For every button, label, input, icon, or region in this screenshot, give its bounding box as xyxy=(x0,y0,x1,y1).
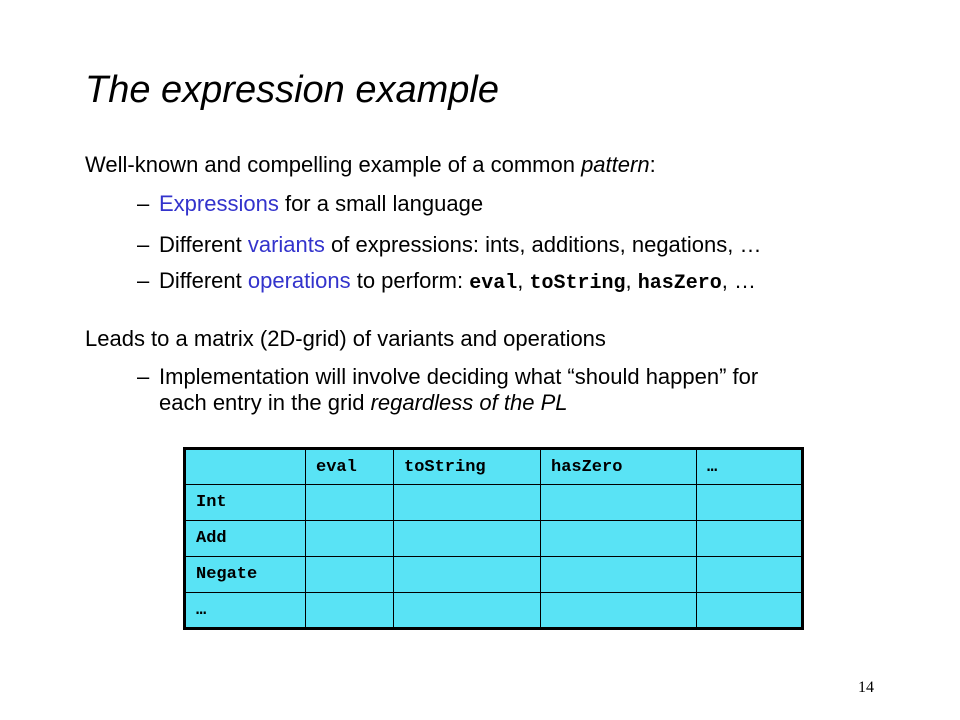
separator: , xyxy=(517,268,530,293)
bullet-dash: – xyxy=(137,268,150,293)
bullet-text: Different xyxy=(159,232,248,257)
highlight-expressions: Expressions xyxy=(159,191,279,216)
table-header-cell: eval xyxy=(306,449,394,485)
bullet-text: Different xyxy=(159,268,248,293)
table-cell: Negate xyxy=(185,557,306,593)
table-cell xyxy=(394,521,541,557)
highlight-operations: operations xyxy=(247,268,351,293)
table-cell xyxy=(394,557,541,593)
code-eval: eval xyxy=(469,272,518,295)
bullet-text: each entry in the grid xyxy=(159,390,371,416)
bullet-text: , … xyxy=(721,268,756,293)
bullet-line-2 xyxy=(159,390,758,416)
bullet-text: for a small language xyxy=(278,191,484,216)
intro-line xyxy=(85,152,656,178)
table-header-cell: toString xyxy=(394,449,541,485)
bullet-dash: – xyxy=(137,364,150,389)
bullet-expressions xyxy=(137,191,483,217)
slide-title: The expression example xyxy=(85,69,499,111)
table-cell xyxy=(697,521,803,557)
table-cell xyxy=(541,521,697,557)
table-cell xyxy=(394,485,541,521)
table-cell xyxy=(306,485,394,521)
variants-operations-grid xyxy=(183,447,804,630)
table-cell xyxy=(541,593,697,629)
table-cell xyxy=(306,557,394,593)
table-cell xyxy=(541,485,697,521)
table-cell xyxy=(306,593,394,629)
lead-line: Leads to a matrix (2D-grid) of variants and operations xyxy=(85,326,606,351)
table-header-row xyxy=(185,449,803,485)
page-number: 14 xyxy=(858,679,874,696)
intro-suffix: : xyxy=(649,152,656,177)
bullet-dash: – xyxy=(137,191,150,216)
bullet-variants xyxy=(137,232,761,258)
table-header-cell: … xyxy=(697,449,803,485)
table-row xyxy=(185,557,803,593)
table-header-cell xyxy=(185,449,306,485)
table-row xyxy=(185,485,803,521)
table-row xyxy=(185,521,803,557)
table-row xyxy=(185,593,803,629)
bullet-text: to perform: xyxy=(350,268,470,293)
code-tostring: toString xyxy=(529,272,626,295)
bullet-implementation xyxy=(137,364,758,417)
table-cell: … xyxy=(185,593,306,629)
intro-emphasis: pattern xyxy=(581,152,650,177)
separator: , xyxy=(625,268,638,293)
bullet-operations xyxy=(137,268,756,296)
table-cell xyxy=(306,521,394,557)
table-cell xyxy=(697,485,803,521)
bullet-line-1: Implementation will involve deciding what “should happen” for xyxy=(159,364,759,389)
bullet-text: of expressions: ints, additions, negations, … xyxy=(324,232,762,257)
intro-text: Well-known and compelling example of a common xyxy=(85,152,582,177)
emphasis-regardless: regardless of the PL xyxy=(370,390,568,416)
code-haszero: hasZero xyxy=(637,272,722,295)
table-cell xyxy=(394,593,541,629)
table-header-cell: hasZero xyxy=(541,449,697,485)
table-cell xyxy=(697,557,803,593)
highlight-variants: variants xyxy=(247,232,325,257)
bullet-dash: – xyxy=(137,232,150,257)
table-cell: Int xyxy=(185,485,306,521)
table-cell xyxy=(541,557,697,593)
table-cell: Add xyxy=(185,521,306,557)
table-cell xyxy=(697,593,803,629)
